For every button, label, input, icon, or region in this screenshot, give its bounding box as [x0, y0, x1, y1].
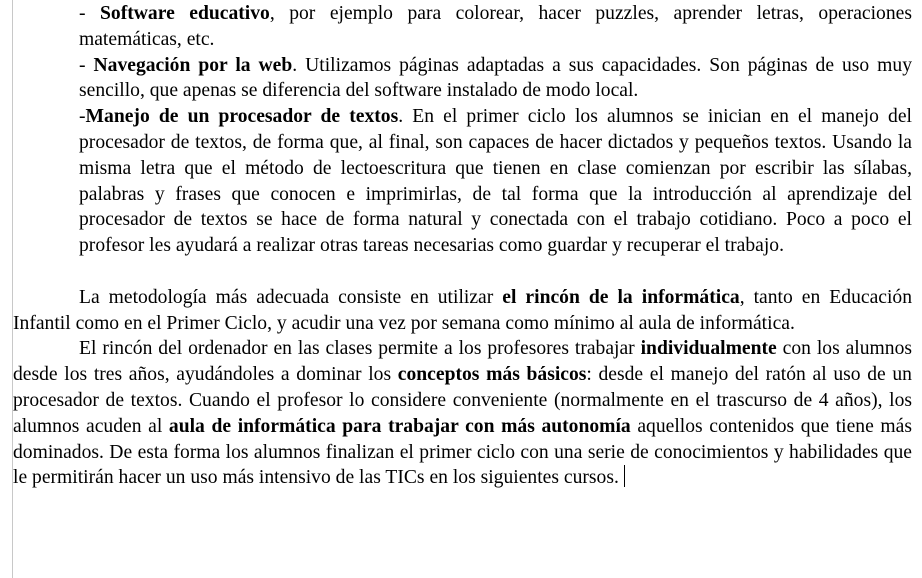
list-item-text: . Utilizamos páginas adaptadas a sus capacidades. Son páginas de uso muy sencillo, que apenas se diferencia del software instalado de modo local.: [79, 54, 912, 102]
bold-phrase: aula de informática para trabajar con más autonomía: [168, 415, 631, 437]
list-item-word-processor: [13, 104, 912, 259]
bold-phrase: conceptos más básicos: [397, 364, 587, 386]
list-item-web: [13, 53, 912, 105]
list-item-prefix: -: [79, 3, 101, 24]
text-cursor: [624, 465, 626, 487]
list-item-prefix: -: [79, 106, 86, 128]
paragraph-text: El rincón del ordenador en las clases permite a los profesores trabajar: [79, 338, 641, 360]
list-item-bold-heading: Software educativo: [100, 3, 270, 24]
document-body[interactable]: [13, 1, 912, 491]
list-item-software: [13, 1, 912, 53]
paragraph-text: La metodología más adecuada consiste en utilizar: [79, 286, 503, 308]
list-item-text: , por ejemplo para colorear, hacer puzzles, aprender letras, operaciones matemáticas, etc.: [79, 3, 912, 50]
paragraph-methodology: [13, 285, 912, 337]
paragraph-text: con los alumnos desde los tres años, ayudándoles a dominar los: [13, 338, 912, 386]
bold-phrase: individualmente: [640, 338, 777, 360]
list-item-bold-heading: Navegación por la web: [93, 54, 293, 76]
blank-line: [13, 259, 912, 285]
bold-phrase: el rincón de la informática: [502, 286, 740, 308]
paragraph-computer-corner: [13, 336, 912, 491]
paragraph-text: : desde el manejo del ratón al uso de un procesador de textos. Cuando el profesor lo considere conveniente (normalmente en el trascurso de 4 años), los alumnos acuden al: [13, 364, 912, 437]
paragraph-text: , tanto en Educación Infantil como en el Primer Ciclo, y acudir una vez por semana como mínimo al aula de informática.: [13, 286, 912, 334]
list-item-prefix: -: [79, 54, 94, 76]
document-page[interactable]: [12, 0, 911, 578]
list-item-bold-heading: Manejo de un procesador de textos: [85, 106, 399, 128]
paragraph-text: aquellos contenidos que tiene más dominados. De esta forma los alumnos finalizan el primer ciclo con una serie de conocimientos y habilidades que le permitirán hacer un uso más intensivo de las TICs en los siguientes cursos.: [13, 415, 912, 489]
list-item-text: . En el primer ciclo los alumnos se inician en el manejo del procesador de textos, de forma que, al final, son capaces de hacer dictados y pequeños textos. Usando la misma letra que el método de lectoescritura que tienen en clase comienzan por escribir las sílabas, palabras y frases que conocen e imprimirlas, de tal forma que la introducción al aprendizaje del procesador de textos se hace de forma natural y conectada con el trabajo cotidiano. Poco a poco el profesor les ayudará a realizar otras tareas necesarias como guardar y recuperar el trabajo.: [79, 106, 912, 257]
